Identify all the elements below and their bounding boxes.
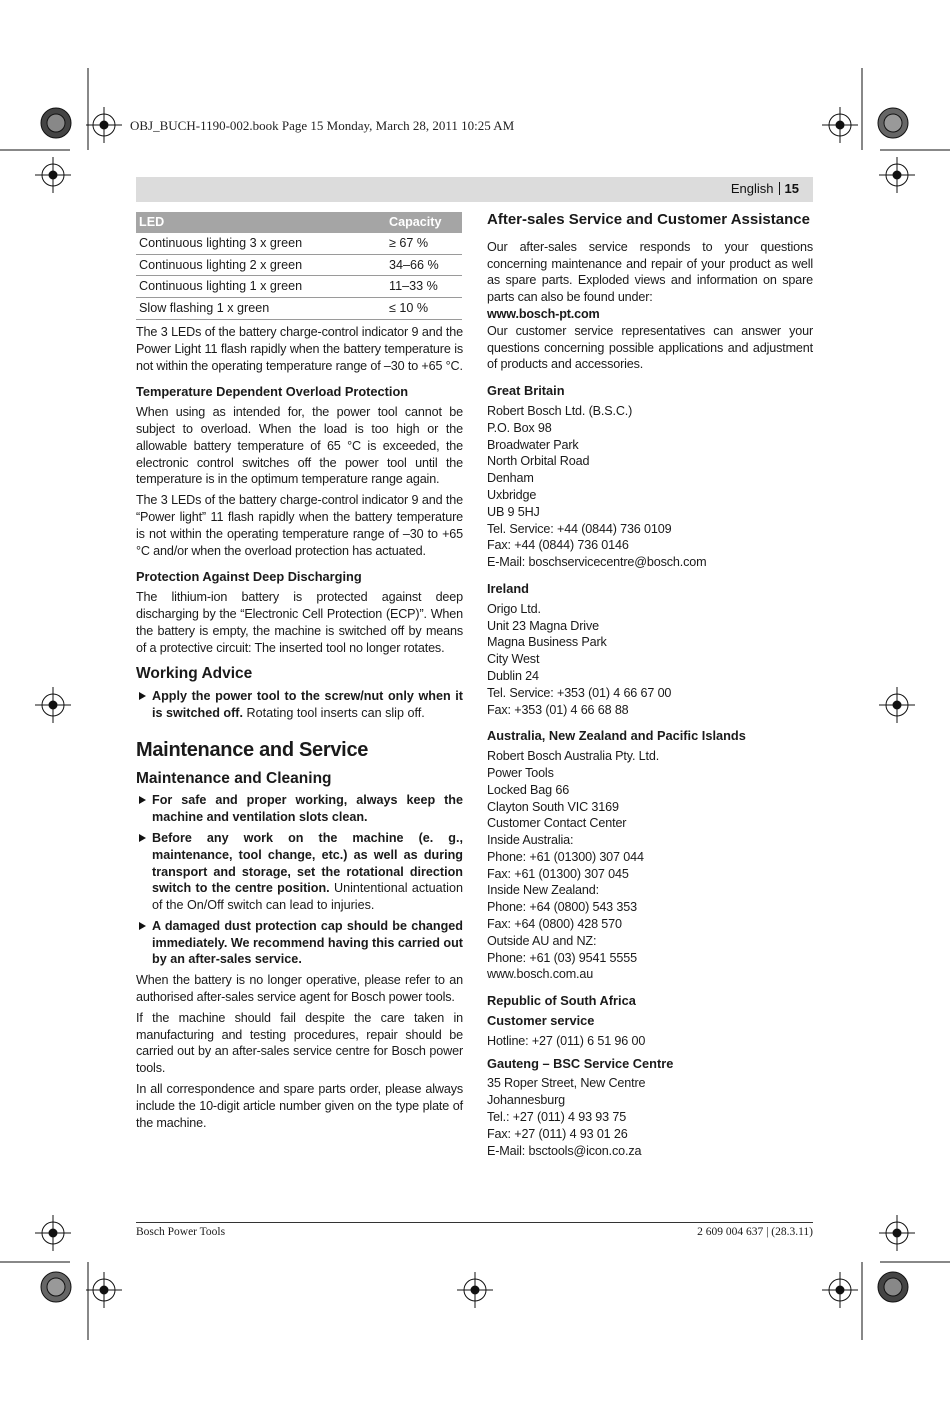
bullet-item xyxy=(136,830,463,914)
left-column xyxy=(136,212,463,1135)
address-line: Tel.: +27 (011) 4 93 93 75 xyxy=(487,1110,627,1125)
page-header-bar xyxy=(136,177,813,202)
address-australia xyxy=(487,748,813,983)
paragraph: If the machine should fail despite the care taken in manufacturing and testing procedures, repair should be carried out by an after-sales service centre for Bosch power tools. xyxy=(136,1010,463,1076)
address-line: P.O. Box 98 xyxy=(487,420,552,435)
table-cell: 34–66 % xyxy=(386,254,462,276)
address-line: Uxbridge xyxy=(487,487,537,502)
address-line: 35 Roper Street, New Centre xyxy=(487,1076,646,1091)
paragraph: When the battery is no longer operative, please refer to an authorised after-sales service agent for Bosch power tools. xyxy=(136,973,463,1005)
table-row xyxy=(136,298,462,320)
heading-deep-discharging: Protection Against Deep Discharging xyxy=(136,569,362,585)
address-line: Phone: +61 (01300) 307 044 xyxy=(487,849,644,864)
address-line: Inside Australia: xyxy=(487,833,574,848)
address-line: Tel. Service: +353 (01) 4 66 67 00 xyxy=(487,685,672,700)
paragraph: The lithium-ion battery is protected against deep discharging by the “Electronic Cell Protection (ECP)”. When the battery is empty, the machine is switched off by means of a protective circuit: The inserted tool no longer rotates. xyxy=(136,590,463,655)
address-gauteng xyxy=(487,1075,813,1159)
address-line: Robert Bosch Australia Pty. Ltd. xyxy=(487,749,660,764)
bullet-item xyxy=(136,688,463,722)
footer-divider xyxy=(136,1222,813,1223)
heading-ireland: Ireland xyxy=(487,580,529,596)
page-language: English xyxy=(730,181,774,196)
paragraph: Our customer service representatives can answer your questions concerning possible applications and adjustment of products and accessories. xyxy=(487,323,813,372)
address-line: North Orbital Road xyxy=(487,454,590,469)
bullet-bold-text: A damaged dust protection cap should be changed immediately. We recommend having this carried out by an after-sales service. xyxy=(152,918,463,967)
heading-temperature-protection: Temperature Dependent Overload Protection xyxy=(136,384,409,400)
bullet-text: Rotating tool inserts can slip off. xyxy=(242,705,425,720)
address-line: Magna Business Park xyxy=(487,635,607,650)
address-south-africa xyxy=(487,1033,813,1050)
address-line: Customer Contact Center xyxy=(487,816,627,831)
address-line: Inside New Zealand: xyxy=(487,883,599,898)
address-line: E-Mail: boschservicecentre@bosch.com xyxy=(487,555,707,570)
triangle-bullet-icon xyxy=(139,692,146,700)
paragraph: The 3 LEDs of the battery charge-control indicator 9 and the “Power light” 11 flash rapidly when the battery temperature is not within the operating temperature range of –30 to +65 °C and/or when the overload protection has actuated. xyxy=(136,493,463,558)
bullet-text: Unintentional actuation of the On/Off switch can lead to injuries. xyxy=(152,881,463,913)
triangle-bullet-icon xyxy=(139,834,146,842)
heading-customer-service: Customer service xyxy=(487,1013,595,1029)
address-line: Robert Bosch Ltd. (B.S.C.) xyxy=(487,403,633,418)
heading-australia: Australia, New Zealand and Pacific Islands xyxy=(487,728,746,744)
address-line: City West xyxy=(487,652,540,667)
paragraph: Our after-sales service responds to your questions concerning maintenance and repair of your product as well as spare parts. Exploded views and information on spare parts can also be found under: xyxy=(487,239,813,305)
table-cell: Slow flashing 1 x green xyxy=(136,298,386,320)
address-line: Johannesburg xyxy=(487,1093,566,1108)
address-line: UB 9 5HJ xyxy=(487,504,540,519)
address-line: Power Tools xyxy=(487,765,554,780)
address-line: Locked Bag 66 xyxy=(487,782,570,797)
page-number: 15 xyxy=(784,181,799,196)
address-line: Denham xyxy=(487,471,534,486)
address-line: Fax: +44 (0844) 736 0146 xyxy=(487,538,629,553)
address-great-britain xyxy=(487,403,813,571)
bullet-bold-text: For safe and proper working, always keep the machine and ventilation slots clean. xyxy=(152,793,463,825)
table-row xyxy=(136,276,462,298)
table-row xyxy=(136,233,462,254)
heading-gauteng: Gauteng – BSC Service Centre xyxy=(487,1055,674,1071)
page-label-divider xyxy=(779,182,780,195)
bullet-bold-text: Apply the power tool to the screw/nut only when it is switched off. xyxy=(152,689,463,720)
address-line: Origo Ltd. xyxy=(487,601,541,616)
bullet-item xyxy=(136,918,463,968)
table-cell: ≥ 67 % xyxy=(386,233,462,254)
address-line: Outside AU and NZ: xyxy=(487,933,597,948)
address-line: Clayton South VIC 3169 xyxy=(487,799,619,814)
triangle-bullet-icon xyxy=(139,922,146,930)
address-ireland xyxy=(487,601,813,719)
table-cell: 11–33 % xyxy=(386,276,462,298)
table-cell: Continuous lighting 1 x green xyxy=(136,276,386,298)
table-cell: Continuous lighting 3 x green xyxy=(136,233,386,254)
address-line: Phone: +64 (0800) 543 353 xyxy=(487,900,637,915)
right-column xyxy=(487,212,813,1159)
table-cell: Continuous lighting 2 x green xyxy=(136,254,386,276)
table-cell: ≤ 10 % xyxy=(386,298,462,320)
address-line: www.bosch.com.au xyxy=(487,967,594,982)
table-header-capacity: Capacity xyxy=(386,212,462,233)
paragraph: In all correspondence and spare parts order, please always include the 10-digit article number given on the type plate of the machine. xyxy=(136,1082,463,1130)
table-row xyxy=(136,254,462,276)
heading-maintenance-cleaning: Maintenance and Cleaning xyxy=(136,769,332,787)
bullet-item xyxy=(136,792,463,826)
page-label xyxy=(731,181,799,196)
triangle-bullet-icon xyxy=(139,796,146,804)
address-line: Broadwater Park xyxy=(487,437,579,452)
heading-working-advice: Working Advice xyxy=(136,665,253,683)
address-line: Fax: +27 (011) 4 93 01 26 xyxy=(487,1126,628,1141)
paragraph: When using as intended for, the power tool cannot be subject to overload. When the load is too high or the allowable battery temperature of 65 °C is exceeded, the electronic control switches off the power tool until the temperature is in the optimum temperature range again. xyxy=(136,405,463,487)
address-line: Hotline: +27 (011) 6 51 96 00 xyxy=(487,1033,646,1048)
address-line: Fax: +61 (01300) 307 045 xyxy=(487,866,629,881)
heading-great-britain: Great Britain xyxy=(487,383,565,399)
address-line: Tel. Service: +44 (0844) 736 0109 xyxy=(487,521,672,536)
address-line: Phone: +61 (03) 9541 5555 xyxy=(487,950,637,965)
address-line: E-Mail: bsctools@icon.co.za xyxy=(487,1143,642,1158)
paragraph: The 3 LEDs of the battery charge-control indicator 9 and the Power Light 11 flash rapidly when the battery temperature is not within the operating temperature range of –30 to +65 °C. xyxy=(136,324,463,373)
footer-brand: Bosch Power Tools xyxy=(136,1226,226,1238)
led-capacity-table xyxy=(136,212,462,320)
website-link[interactable]: www.bosch-pt.com xyxy=(487,306,600,321)
heading-south-africa: Republic of South Africa xyxy=(487,993,636,1009)
address-line: Fax: +64 (0800) 428 570 xyxy=(487,917,622,932)
heading-maintenance-service: Maintenance and Service xyxy=(136,738,369,761)
table-header-led: LED xyxy=(136,212,386,233)
address-line: Dublin 24 xyxy=(487,668,539,683)
heading-after-sales: After-sales Service and Customer Assistance xyxy=(487,211,810,228)
address-line: Unit 23 Magna Drive xyxy=(487,618,599,633)
bullet-bold-text: Before any work on the machine (e. g., maintenance, tool change, etc.) as well as during transport and storage, set the rotational direction switch to the centre position. xyxy=(152,830,463,896)
address-line: Fax: +353 (01) 4 66 68 88 xyxy=(487,702,629,717)
footer-article-number: 2 609 004 637 | (28.3.11) xyxy=(697,1226,813,1238)
book-header: OBJ_BUCH-1190-002.book Page 15 Monday, March 28, 2011 10:25 AM xyxy=(130,118,515,133)
